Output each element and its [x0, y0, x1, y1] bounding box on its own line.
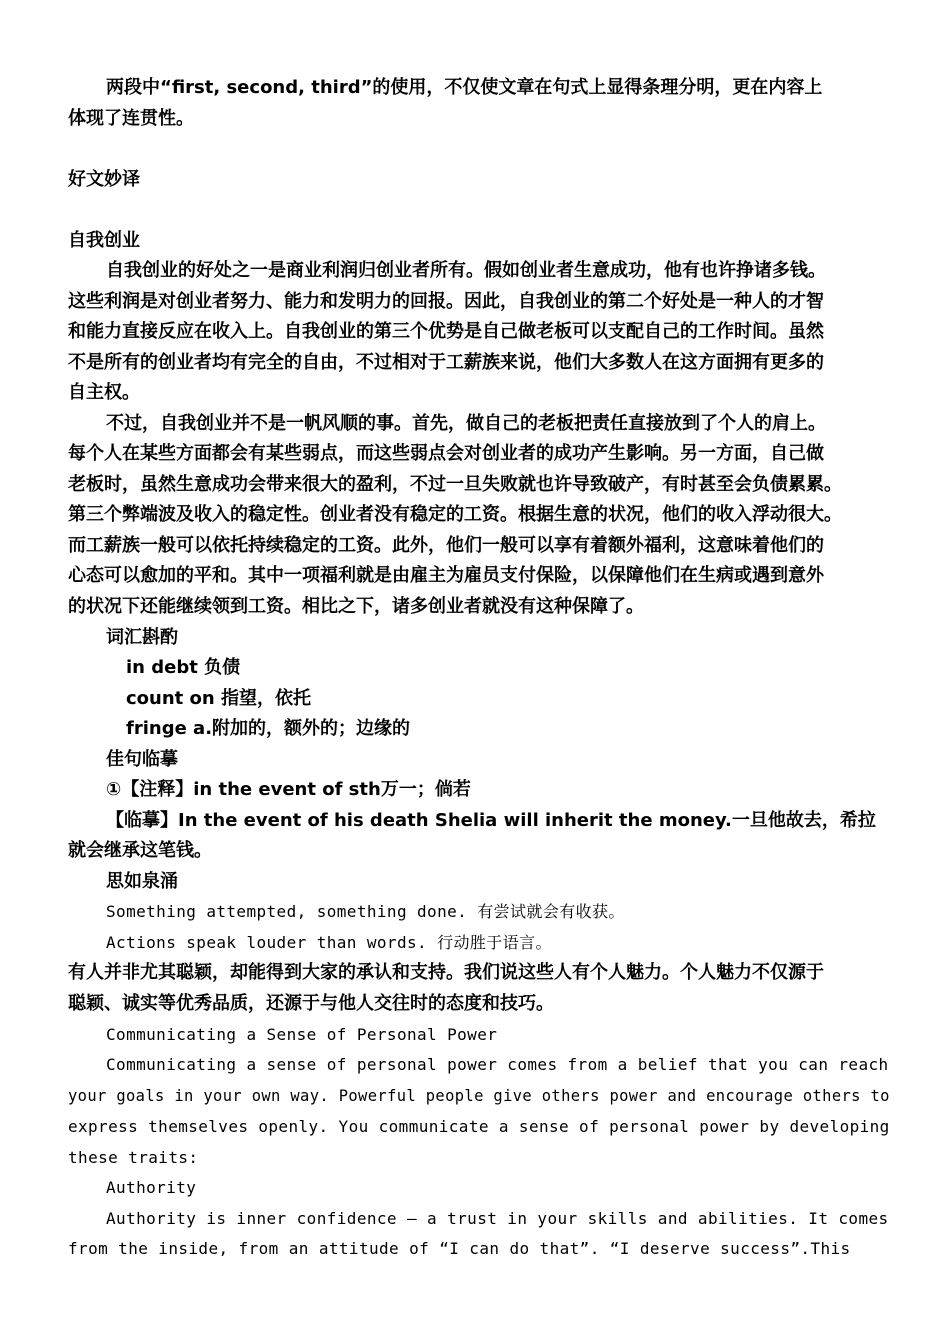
subsection-heading: 词汇斟酌 — [106, 627, 178, 648]
text-line: 而工薪族一般可以依托持续稳定的工资。此外，他们一般可以享有着额外福利，这意味着他们的 — [68, 535, 824, 556]
text-line: 不过，自我创业并不是一帆风顺的事。首先，做自己的老板把责任直接放到了个人的肩上。 — [106, 413, 826, 434]
section-heading: 好文妙译 — [68, 169, 140, 190]
subsection-heading: 思如泉涌 — [106, 871, 178, 892]
text-line: 心态可以愈加的平和。其中一项福利就是由雇主为雇员支付保险，以保障他们在生病或遇到意外 — [68, 565, 824, 586]
text-line: 就会继承这笔钱。 — [68, 840, 212, 861]
text-line: express themselves openly. You communicate a sense of personal power by developing — [68, 1117, 890, 1136]
text-line: 自我创业的好处之一是商业利润归创业者所有。假如创业者生意成功，他有也许挣诸多钱。 — [106, 260, 826, 281]
text-line: 聪颖、诚实等优秀品质，还源于与他人交往时的态度和技巧。 — [68, 993, 554, 1014]
text-line: from the inside, from an attitude of “I can do that”. “I deserve success”.This — [68, 1239, 851, 1258]
text-line: 和能力直接反应在收入上。自我创业的第三个优势是自己做老板可以支配自己的工作时间。虽然 — [68, 321, 824, 342]
text-line: Authority is inner confidence — a trust in your skills and abilities. It comes — [106, 1209, 889, 1228]
vocab-item: fringe a.附加的，额外的；边缘的 — [126, 718, 411, 739]
text-line: 每个人在某些方面都会有某些弱点，而这些弱点会对创业者的成功产生影响。另一方面，自己做 — [68, 443, 824, 464]
text-line: 体现了连贯性。 — [68, 108, 194, 129]
vocab-item: count on 指望，依托 — [126, 688, 311, 709]
article-title: 自我创业 — [68, 230, 140, 251]
text-line: 不是所有的创业者均有完全的自由，不过相对于工薪族来说，他们大多数人在这方面拥有更多的 — [68, 352, 824, 373]
text-line: 两段中“first, second, third”的使用，不仅使文章在句式上显得条理分明，更在内容上 — [106, 77, 823, 98]
article-title: Communicating a Sense of Personal Power — [106, 1025, 498, 1044]
subsection-heading: 佳句临摹 — [106, 749, 178, 770]
text-line: 这些利润是对创业者努力、能力和发明力的回报。因此，自我创业的第二个好处是一种人的才智 — [68, 291, 824, 312]
text-line: Communicating a sense of personal power comes from a belief that you can reach — [106, 1055, 889, 1074]
vocab-item: in debt 负债 — [126, 657, 241, 678]
text-line: 老板时，虽然生意成功会带来很大的盈利，不过一旦失败就也许导致破产，有时甚至会负债累累。 — [68, 474, 842, 495]
text-line: your goals in your own way. Powerful people give others power and encourage others to — [68, 1086, 890, 1105]
text-line: 第三个弊端波及收入的稳定性。创业者没有稳定的工资。根据生意的状况，他们的收入浮动很大。 — [68, 504, 842, 525]
text-line: 自主权。 — [68, 382, 140, 403]
text-line: Something attempted, something done. 有尝试就会有收获。 — [106, 902, 625, 921]
subsection-heading: Authority — [106, 1178, 197, 1197]
text-line: ①【注释】in the event of sth万一；倘若 — [106, 779, 471, 800]
text-line: 有人并非尤其聪颖，却能得到大家的承认和支持。我们说这些人有个人魅力。个人魅力不仅源于 — [68, 962, 824, 983]
text-line: 的状况下还能继续领到工资。相比之下，诸多创业者就没有这种保障了。 — [68, 596, 644, 617]
text-line: these traits: — [68, 1148, 199, 1167]
text-line: Actions speak louder than words. 行动胜于语言。 — [106, 933, 552, 952]
text-line: 【临摹】In the event of his death Shelia will inherit the money.一旦他故去，希拉 — [106, 810, 876, 831]
